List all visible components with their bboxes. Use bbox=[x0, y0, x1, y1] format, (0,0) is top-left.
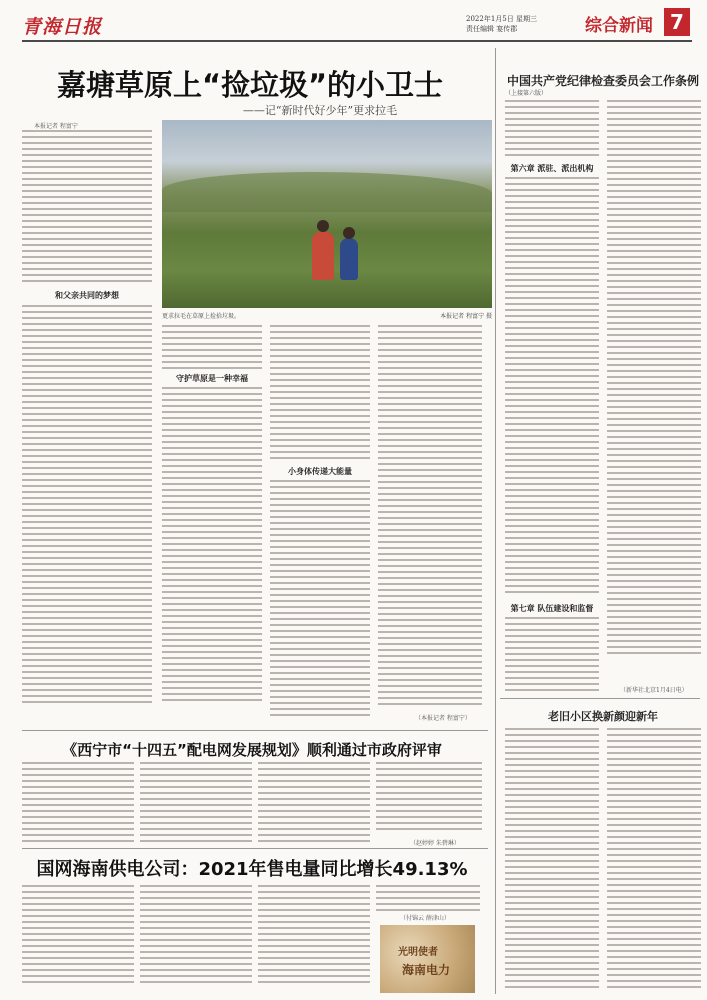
right-article-continued: （上接第六版） bbox=[505, 90, 548, 97]
lead-section-title-1: 和父亲共同的梦想 bbox=[55, 290, 119, 300]
lead-column-1-text-b bbox=[22, 305, 152, 707]
bottom-column-2 bbox=[140, 885, 252, 987]
right-bottom-headline: 老旧小区换新颜迎新年 bbox=[548, 710, 658, 723]
bottom-column-1 bbox=[22, 885, 134, 987]
column-divider bbox=[495, 48, 496, 994]
middle-column-2 bbox=[140, 762, 252, 846]
newspaper-logo: 青海日报 bbox=[22, 16, 103, 38]
bottom-headline: 国网海南供电公司：2021年售电量同比增长49.13% bbox=[36, 859, 468, 880]
lead-column-3-text-b bbox=[270, 480, 370, 720]
photo-child-1-head bbox=[317, 220, 329, 232]
bottom-top-rule bbox=[22, 848, 488, 849]
lead-note: （本报记者 程富宁） bbox=[415, 715, 471, 722]
bottom-column-4 bbox=[376, 885, 480, 915]
lead-byline: 本报记者 程富宁 bbox=[34, 123, 78, 130]
power-company-logo bbox=[380, 925, 475, 993]
page-number: 7 bbox=[664, 8, 690, 36]
right-bottom-column-1 bbox=[505, 728, 599, 992]
lead-column-2-text-b bbox=[162, 387, 262, 705]
right-article-source: （新华社北京1月4日电） bbox=[620, 687, 688, 694]
photo-credit: 本报记者 程富宁 摄 bbox=[440, 313, 492, 320]
right-column-1-text-c bbox=[505, 617, 599, 695]
middle-column-3 bbox=[258, 762, 370, 846]
logo-text-2: 海南电力 bbox=[402, 963, 451, 977]
right-article-title: 中国共产党纪律检查委员会工作条例 bbox=[506, 74, 699, 88]
right-column-2-text bbox=[607, 100, 701, 658]
lead-column-4-text bbox=[378, 325, 482, 709]
logo-text-1: 光明使者 bbox=[398, 947, 438, 958]
middle-column-1 bbox=[22, 762, 134, 846]
section-title: 综合新闻 bbox=[585, 16, 653, 36]
middle-top-rule bbox=[22, 730, 488, 731]
middle-column-4 bbox=[376, 762, 482, 834]
photo-hill bbox=[162, 172, 492, 212]
photo-child-2 bbox=[340, 238, 358, 280]
right-column-1-text bbox=[505, 100, 599, 160]
bottom-column-3 bbox=[258, 885, 370, 987]
editor-line: 责任编辑 宴传郡 bbox=[466, 25, 518, 33]
lead-section-title-2: 守护草原是一种幸福 bbox=[176, 373, 248, 383]
lead-column-3-text bbox=[270, 325, 370, 463]
lead-subhead: ——记“新时代好少年”更求拉毛 bbox=[242, 104, 398, 117]
middle-author: （赵婷婷 朱碧琳） bbox=[410, 840, 460, 847]
right-bottom-column-2 bbox=[607, 728, 701, 992]
bottom-author: （付锦云 薛津山） bbox=[400, 915, 450, 922]
photo-child-2-head bbox=[343, 227, 355, 239]
lead-column-1-text bbox=[22, 130, 152, 286]
photo-caption-row bbox=[162, 311, 492, 320]
lead-headline: 嘉塘草原上“捡垃圾”的小卫士 bbox=[56, 68, 444, 102]
right-chapter-6: 第六章 派驻、派出机构 bbox=[510, 163, 594, 173]
photo-child-1 bbox=[312, 232, 334, 280]
right-column-1-text-b bbox=[505, 177, 599, 597]
right-chapter-7: 第七章 队伍建设和监督 bbox=[510, 603, 594, 613]
lead-section-title-3: 小身体传递大能量 bbox=[288, 466, 352, 476]
lead-photo bbox=[162, 120, 492, 308]
header-rule bbox=[22, 40, 692, 42]
issue-date bbox=[466, 14, 537, 34]
photo-caption: 更求拉毛在草原上捡拾垃圾。 bbox=[162, 313, 241, 320]
right-section-rule bbox=[500, 698, 700, 699]
date-line: 2022年1月5日 星期三 bbox=[466, 15, 537, 23]
middle-headline: 《西宁市“十四五”配电网发展规划》顺利通过市政府评审 bbox=[62, 741, 442, 759]
lead-column-2-text bbox=[162, 325, 262, 373]
